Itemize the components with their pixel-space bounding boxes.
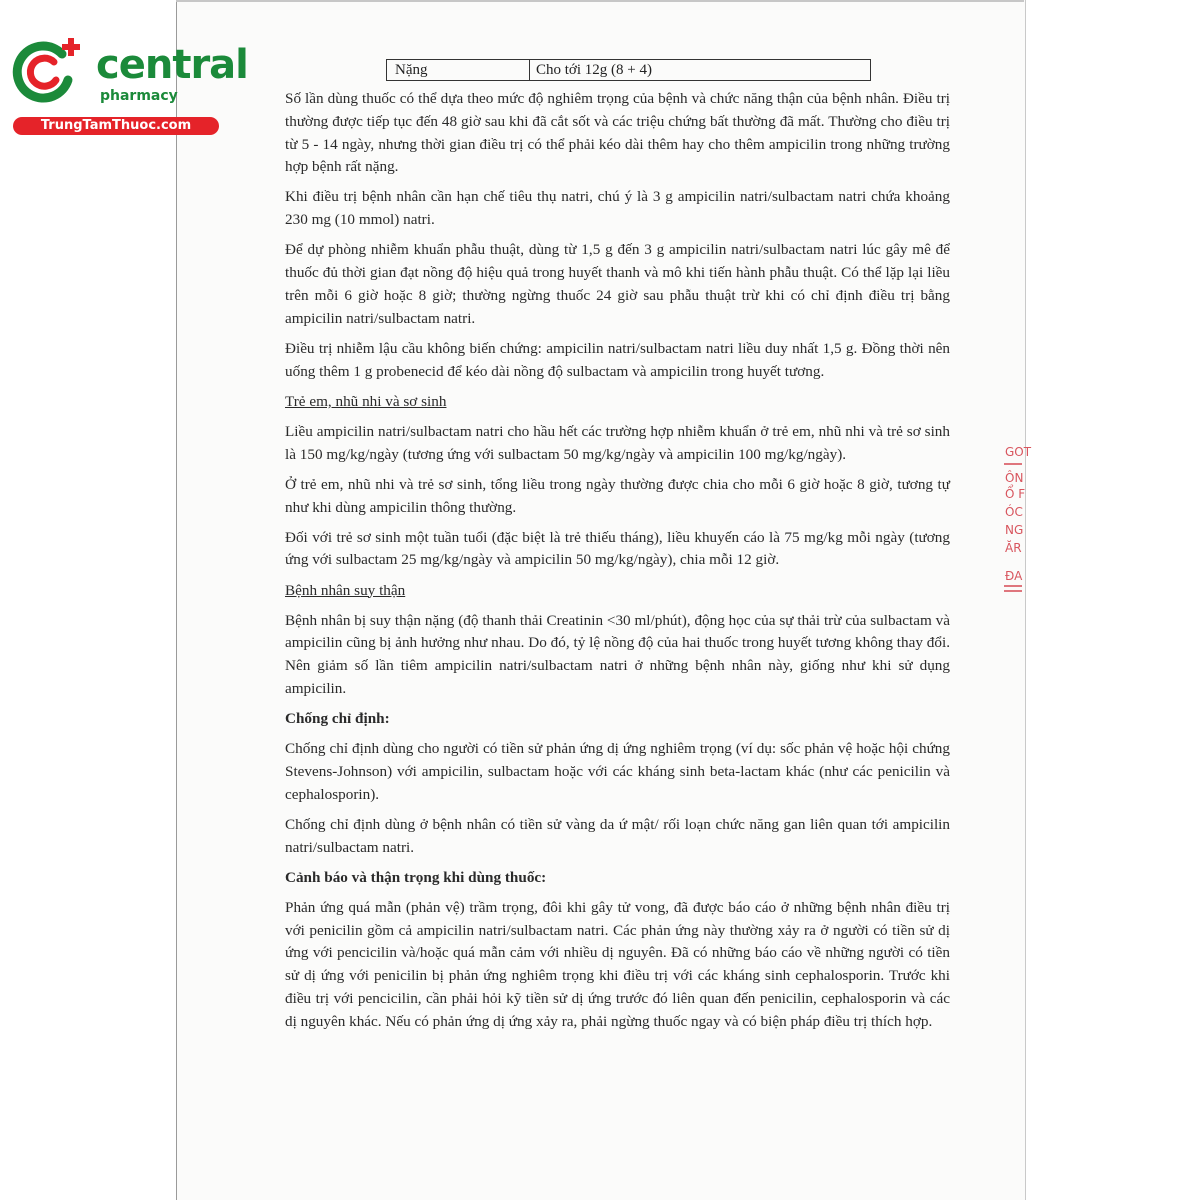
logo-subtitle: pharmacy [100, 88, 178, 104]
stamp-text: ĂR [1005, 541, 1022, 555]
stamp-text: ÔN [1005, 471, 1024, 485]
central-logo-icon [10, 36, 82, 108]
paragraph-newborn-dose: Đối với trẻ sơ sinh một tuần tuổi (đặc biệt là trẻ thiếu tháng), liều khuyến cáo là 75 mg/kg mỗi ngày (tương ứng với sulbactam 25 mg/kg/ngày và ampicilin 50 mg/kg/ngày), chia mỗi 12 giờ. [285, 528, 950, 569]
subheading-children: Trẻ em, nhũ nhi và sơ sinh [285, 392, 447, 410]
heading-warnings: Cảnh báo và thận trọng khi dùng thuốc: [285, 868, 547, 886]
paragraph-renal: Bệnh nhân bị suy thận nặng (độ thanh thải Creatinin <30 ml/phút), động học của sự thải trừ của sulbactam và ampicilin cũng bị ảnh hưởng như nhau. Do đó, tỷ lệ nồng độ của hai thuốc trong huyết tương không thay đổi. Nên giảm số lần tiêm ampicilin natri/sulbactam natri ở những bệnh nhân này, giống như khi sử dụng ampicilin. [285, 611, 950, 697]
paragraph-children-dose: Liều ampicilin natri/sulbactam natri cho hầu hết các trường hợp nhiễm khuẩn ở trẻ em, nhũ nhi và trẻ sơ sinh là 150 mg/kg/ngày (tương ứng với sulbactam 50 mg/kg/ngày và ampicilin 100 mg/kg/ngày). [285, 422, 950, 463]
logo-badge: TrungTamThuoc.com [13, 117, 219, 135]
stamp-text: Ổ F [1005, 487, 1026, 501]
page-top-edge [176, 0, 1024, 2]
paragraph-surgical-prophylaxis: Để dự phòng nhiễm khuẩn phẫu thuật, dùng từ 1,5 g đến 3 g ampicilin natri/sulbactam natri lúc gây mê để thuốc đủ thời gian đạt nồng độ hiệu quả trong huyết thanh và mô khi tiến hành phẫu thuật. Có thể lặp lại liều trên mỗi 6 giờ hoặc 8 giờ; thường ngừng thuốc 24 giờ sau phẫu thuật trừ khi có chỉ định điều trị bằng ampicilin natri/sulbactam natri. [285, 241, 950, 327]
stamp-text: ĐA [1005, 569, 1023, 583]
red-stamp-fragment [1002, 443, 1032, 595]
paragraph-hypersensitivity: Phản ứng quá mẫn (phản vệ) trầm trọng, đôi khi gây tử vong, đã được báo cáo ở những bệnh nhân điều trị với penicilin gồm cả ampicilin natri/sulbactam natri. Các phản ứng này thường xảy ra ở người có tiền sử dị ứng với pencicilin và/hoặc quá mẫn cảm với nhiều dị nguyên. Đã có những báo cáo về những người có tiền sử dị ứng với penicilin bị phản ứng nghiêm trọng khi điều trị với các kháng sinh cephalosporin. Trước khi điều trị với pencicilin, cần phải hỏi kỹ tiền sử dị ứng trước đó liên quan đến penicilin, cephalosporin và các dị nguyên khác. Nếu có phản ứng dị ứng xảy ra, phải ngừng thuốc ngay và có biện pháp điều trị thích hợp. [285, 898, 950, 1030]
logo-name: central [96, 42, 248, 88]
stamp-text: GOT [1005, 445, 1032, 459]
heading-contraindications: Chống chỉ định: [285, 710, 390, 728]
subheading-renal: Bệnh nhân suy thận [285, 581, 406, 599]
paragraph-children-frequency: Ở trẻ em, nhũ nhi và trẻ sơ sinh, tổng liều trong ngày thường được chia cho mỗi 6 giờ hoặc 8 giờ, tương tự như khi dùng ampicilin thông thường. [285, 475, 950, 516]
stamp-mark [1004, 463, 1022, 465]
stamp-text: NG [1005, 523, 1024, 537]
central-pharmacy-logo[interactable] [10, 36, 248, 136]
dose-cell: Cho tới 12g (8 + 4) [536, 62, 652, 78]
dose-table-row [386, 59, 871, 81]
stamp-mark [1004, 590, 1022, 592]
paragraph-sodium-restriction: Khi điều trị bệnh nhân cần hạn chế tiêu thụ natri, chú ý là 3 g ampicilin natri/sulbactam natri chứa khoảng 230 mg (10 mmol) natri. [285, 188, 950, 229]
stamp-text: ÓC [1005, 505, 1023, 519]
paragraph-dosing-frequency: Số lần dùng thuốc có thể dựa theo mức độ nghiêm trọng của bệnh và chức năng thận của bệnh nhân. Điều trị thường được tiếp tục đến 48 giờ sau khi đã cắt sốt và các triệu chứng bất thường đã mất. Thường cho điều trị từ 5 - 14 ngày, nhưng thời gian điều trị có thể phải kéo dài thêm hay cho thêm ampicilin trong những trường hợp bệnh rất nặng. [285, 90, 950, 176]
stamp-mark [1004, 585, 1022, 587]
paragraph-contra-allergy: Chống chỉ định dùng cho người có tiền sử phản ứng dị ứng nghiêm trọng (ví dụ: sốc phản vệ hoặc hội chứng Stevens-Johnson) với ampicilin, sulbactam hoặc với các kháng sinh beta-lactam khác (như các penicilin và cephalosporin). [285, 740, 950, 803]
paragraph-contra-liver: Chống chỉ định dùng ở bệnh nhân có tiền sử vàng da ứ mật/ rối loạn chức năng gan liên quan tới ampicilin natri/sulbactam natri. [285, 815, 950, 856]
paragraph-gonorrhea: Điều trị nhiễm lậu cầu không biến chứng: ampicilin natri/sulbactam natri liều duy nhất 1,5 g. Đồng thời nên uống thêm 1 g probenecid để kéo dài nồng độ sulbactam và ampicilin trong huyết tương. [285, 339, 950, 380]
document-body [285, 88, 950, 1041]
severity-cell: Nặng [387, 60, 530, 80]
